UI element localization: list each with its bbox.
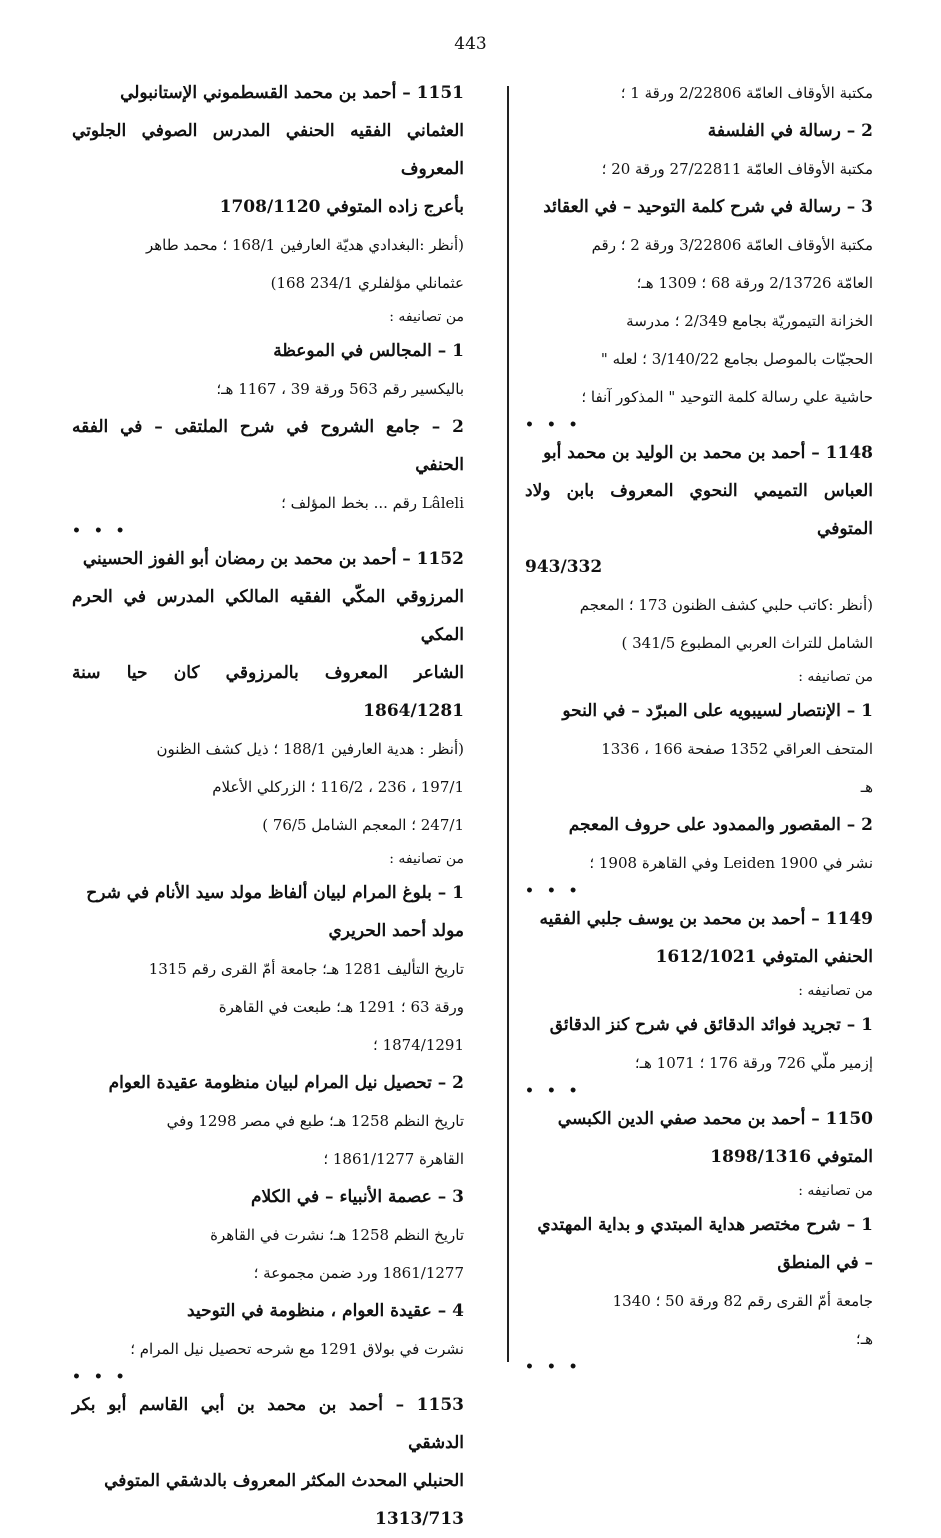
works-label: من تصانيفه : bbox=[389, 851, 464, 867]
work-title: 2 – رسالة في الفلسفة bbox=[707, 121, 873, 141]
text-line: المتحف العراقي 1352 صفحة 166 ، 1336 bbox=[601, 740, 873, 758]
entry-heading: المرزوقي المكّي الفقيه المالكي المدرس في الحرم المكي bbox=[72, 587, 464, 645]
left-column bbox=[72, 74, 464, 1538]
text-line: هـ bbox=[860, 778, 873, 796]
text-line: مكتبة الأوقاف العامّة 2/22806 ورقة 1 ؛ bbox=[620, 84, 873, 102]
text-line: جامعة أمّ القرى رقم 82 ورقة 50 ؛ 1340 bbox=[612, 1292, 873, 1310]
entry-heading: 943/332 bbox=[525, 557, 603, 577]
entry-heading: 1153 – أحمد بن محمد بن أبي القاسم أبو بكر الدشقي bbox=[72, 1395, 464, 1453]
entry-heading: الشاعر المعروف بالمرزوقي كان حيا سنة 1864/1281 bbox=[72, 663, 464, 721]
text-line: مكتبة الأوقاف العامّة 3/22806 ورقة 2 ؛ رقم bbox=[591, 236, 873, 254]
works-label: من تصانيفه : bbox=[798, 983, 873, 999]
text-line: 1874/1291 ؛ bbox=[373, 1036, 464, 1054]
entry-heading: 1151 – أحمد بن محمد القسطموني الإستانبولي bbox=[120, 83, 464, 103]
text-line: الشامل للتراث العربي المطبوع 341/5 ) bbox=[621, 634, 873, 652]
work-title: 1 – شرح مختصر هداية المبتدي و بداية المهتدي bbox=[537, 1215, 873, 1235]
work-title: مولد أحمد الحريري bbox=[328, 921, 464, 941]
right-column bbox=[525, 74, 873, 1376]
separator: • • • bbox=[72, 1369, 129, 1385]
entry-heading: 1313/713 bbox=[374, 1509, 464, 1529]
text-line: ورقة 63 ؛ 1291 هـ؛ طبعت في القاهرة bbox=[218, 998, 464, 1016]
text-line: إزمير ملّي 726 ورقة 176 ؛ 1071 هـ؛ bbox=[634, 1054, 873, 1072]
entry-heading: الحنفي المتوفي 1612/1021 bbox=[655, 947, 873, 967]
separator: • • • bbox=[525, 417, 582, 433]
entry-heading: المتوفي 1898/1316 bbox=[710, 1147, 873, 1167]
entry-heading: بأعرج زاده المتوفي 1708/1120 bbox=[219, 197, 464, 217]
entry-heading: العباس التميمي النحوي المعروف بابن ولاد المتوفي bbox=[525, 481, 873, 539]
text-line: نشر في Leiden 1900 وفي القاهرة 1908 ؛ bbox=[589, 854, 873, 872]
separator: • • • bbox=[525, 1359, 582, 1375]
work-title: 2 – المقصور والممدود على حروف المعجم bbox=[568, 815, 873, 835]
works-label: من تصانيفه : bbox=[389, 309, 464, 325]
entry-heading: 1152 – أحمد بن محمد بن رمضان أبو الفوز الحسيني bbox=[82, 549, 464, 569]
text-line: 247/1 ؛ المعجم الشامل 76/5 ) bbox=[262, 816, 464, 834]
work-title: 4 – عقيدة العوام ، منظومة في التوحيد bbox=[187, 1301, 464, 1321]
text-line: 1861/1277 ورد ضمن مجموعة ؛ bbox=[253, 1264, 464, 1282]
text-line: العامّة 2/13726 ورقة 68 ؛ 1309 هـ؛ bbox=[636, 274, 873, 292]
text-line: الحجيّات بالموصل بجامع 3/140/22 ؛ لعله " bbox=[600, 350, 873, 368]
text-line: (أنظر : هدية العارفين 188/1 ؛ ذيل كشف الظنون bbox=[156, 740, 464, 758]
separator: • • • bbox=[525, 1083, 582, 1099]
text-line: تاريخ التأليف 1281 هـ؛ جامعة أمّ القرى رقم 1315 bbox=[148, 960, 464, 978]
entry-heading: الحنبلي المحدث المكثر المعروف بالدشقي المتوفي bbox=[104, 1471, 464, 1491]
text-line: حاشية علي رسالة كلمة التوحيد " المذكور آنفا ؛ bbox=[581, 388, 873, 406]
work-title: 3 – عصمة الأنبياء – في الكلام bbox=[250, 1187, 464, 1207]
work-title: 1 – الإنتصار لسيبويه على المبرّد – في النحو bbox=[562, 701, 873, 721]
work-title: 2 – تحصيل نيل المرام لبيان منظومة عقيدة العوام bbox=[108, 1073, 464, 1093]
text-line: Lâleli رقم ... بخط المؤلف ؛ bbox=[281, 494, 464, 512]
separator: • • • bbox=[525, 883, 582, 899]
text-line: هـ؛ bbox=[855, 1330, 873, 1348]
works-label: من تصانيفه : bbox=[798, 1183, 873, 1199]
column-divider bbox=[507, 86, 509, 1362]
work-title: – في المنطق bbox=[777, 1253, 873, 1273]
work-title: 1 – بلوغ المرام لبيان ألفاظ مولد سيد الأنام في شرح bbox=[86, 883, 464, 903]
page-number: 443 bbox=[454, 34, 487, 54]
text-line: (أنظر :كاتب حلبي كشف الظنون 173 ؛ المعجم bbox=[579, 596, 873, 614]
entry-heading: العثماني الفقيه الحنفي المدرس الصوفي الجلوتي المعروف bbox=[72, 121, 464, 179]
text-line: الخزانة التيموريّة بجامع 2/349 ؛ مدرسة bbox=[626, 312, 873, 330]
text-line: (أنظر :البغدادي هديّة العارفين 168/1 ؛ محمد طاهر bbox=[145, 236, 464, 254]
separator: • • • bbox=[72, 523, 129, 539]
work-title: 1 – تجريد فوائد الدقائق في شرح كنز الدقائق bbox=[549, 1015, 873, 1035]
work-title: 3 – رسالة في شرح كلمة التوحيد – في العقائد bbox=[543, 197, 873, 217]
text-line: عثمانلي مؤلفلري 234/1 168) bbox=[270, 274, 464, 292]
text-line: 197/1 ، 236 ، 116/2 ؛ الزركلي الأعلام bbox=[212, 778, 464, 796]
entry-heading: 1148 – أحمد بن محمد بن الوليد بن محمد أبو bbox=[543, 443, 873, 463]
text-line: تاريخ النظم 1258 هـ؛ طبع في مصر 1298 وفي bbox=[166, 1112, 464, 1130]
work-title: 2 – جامع الشروح في شرح الملتقى – في الفقه الحنفي bbox=[72, 417, 464, 475]
work-title: 1 – المجالس في الموعظة bbox=[273, 341, 464, 361]
text-line: باليكسير رقم 563 ورقة 39 ، 1167 هـ؛ bbox=[216, 380, 464, 398]
entry-heading: 1150 – أحمد بن محمد صفي الدين الكبسي bbox=[557, 1109, 873, 1129]
text-line: مكتبة الأوقاف العامّة 27/22811 ورقة 20 ؛ bbox=[601, 160, 873, 178]
text-line: القاهرة 1861/1277 ؛ bbox=[323, 1150, 464, 1168]
works-label: من تصانيفه : bbox=[798, 669, 873, 685]
text-line: نشرت في بولاق 1291 مع شرحه تحصيل نيل المرام ؛ bbox=[130, 1340, 464, 1358]
text-line: تاريخ النظم 1258 هـ؛ نشرت في القاهرة bbox=[210, 1226, 464, 1244]
entry-heading: 1149 – أحمد بن محمد بن يوسف جلبي الفقيه bbox=[539, 909, 873, 929]
